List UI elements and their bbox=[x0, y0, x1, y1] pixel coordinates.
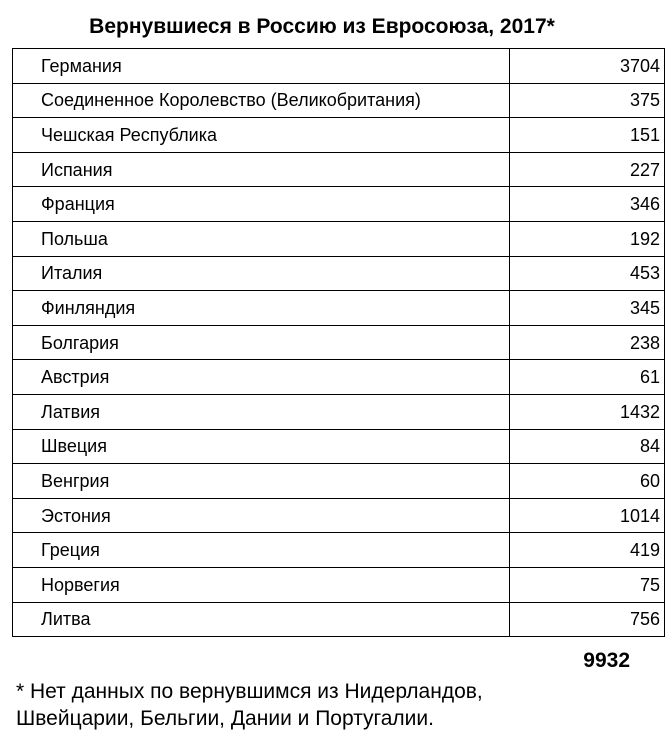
value-cell: 84 bbox=[510, 429, 665, 464]
total-value: 9932 bbox=[583, 649, 630, 672]
country-cell: Норвегия bbox=[13, 567, 510, 602]
country-cell: Латвия bbox=[13, 394, 510, 429]
value-cell: 453 bbox=[510, 256, 665, 291]
country-cell: Испания bbox=[13, 152, 510, 187]
table-row bbox=[13, 464, 665, 499]
value-cell: 346 bbox=[510, 187, 665, 222]
value-cell: 227 bbox=[510, 152, 665, 187]
country-cell: Болгария bbox=[13, 325, 510, 360]
country-cell: Франция bbox=[13, 187, 510, 222]
country-cell: Греция bbox=[13, 533, 510, 568]
country-cell: Австрия bbox=[13, 360, 510, 395]
country-cell: Соединенное Королевство (Великобритания) bbox=[13, 83, 510, 118]
table-row bbox=[13, 498, 665, 533]
table-row bbox=[13, 256, 665, 291]
page-title: Вернувшиеся в Россию из Евросоюза, 2017* bbox=[89, 15, 555, 38]
value-cell: 151 bbox=[510, 118, 665, 153]
table-row bbox=[13, 118, 665, 153]
table-row bbox=[13, 429, 665, 464]
value-cell: 60 bbox=[510, 464, 665, 499]
value-cell: 419 bbox=[510, 533, 665, 568]
table-row bbox=[13, 533, 665, 568]
table-row bbox=[13, 325, 665, 360]
table-row bbox=[13, 187, 665, 222]
table-row bbox=[13, 567, 665, 602]
table-row bbox=[13, 394, 665, 429]
value-cell: 61 bbox=[510, 360, 665, 395]
table-row bbox=[13, 291, 665, 326]
value-cell: 192 bbox=[510, 221, 665, 256]
country-cell: Литва bbox=[13, 602, 510, 637]
country-cell: Германия bbox=[13, 49, 510, 84]
value-cell: 75 bbox=[510, 567, 665, 602]
table-row bbox=[13, 221, 665, 256]
country-cell: Эстония bbox=[13, 498, 510, 533]
table-row bbox=[13, 49, 665, 84]
value-cell: 345 bbox=[510, 291, 665, 326]
value-cell: 1432 bbox=[510, 394, 665, 429]
value-cell: 1014 bbox=[510, 498, 665, 533]
value-cell: 756 bbox=[510, 602, 665, 637]
country-cell: Польша bbox=[13, 221, 510, 256]
table-row bbox=[13, 602, 665, 637]
country-cell: Швеция bbox=[13, 429, 510, 464]
value-cell: 3704 bbox=[510, 49, 665, 84]
country-cell: Венгрия bbox=[13, 464, 510, 499]
footnote: * Нет данных по вернувшимся из Нидерландов, Швейцарии, Бельгии, Дании и Португалии. bbox=[16, 680, 483, 730]
table-row bbox=[13, 360, 665, 395]
country-cell: Финляндия bbox=[13, 291, 510, 326]
table-row bbox=[13, 83, 665, 118]
country-cell: Италия bbox=[13, 256, 510, 291]
returnees-table bbox=[12, 48, 665, 637]
country-cell: Чешская Республика bbox=[13, 118, 510, 153]
table-row bbox=[13, 152, 665, 187]
value-cell: 375 bbox=[510, 83, 665, 118]
value-cell: 238 bbox=[510, 325, 665, 360]
